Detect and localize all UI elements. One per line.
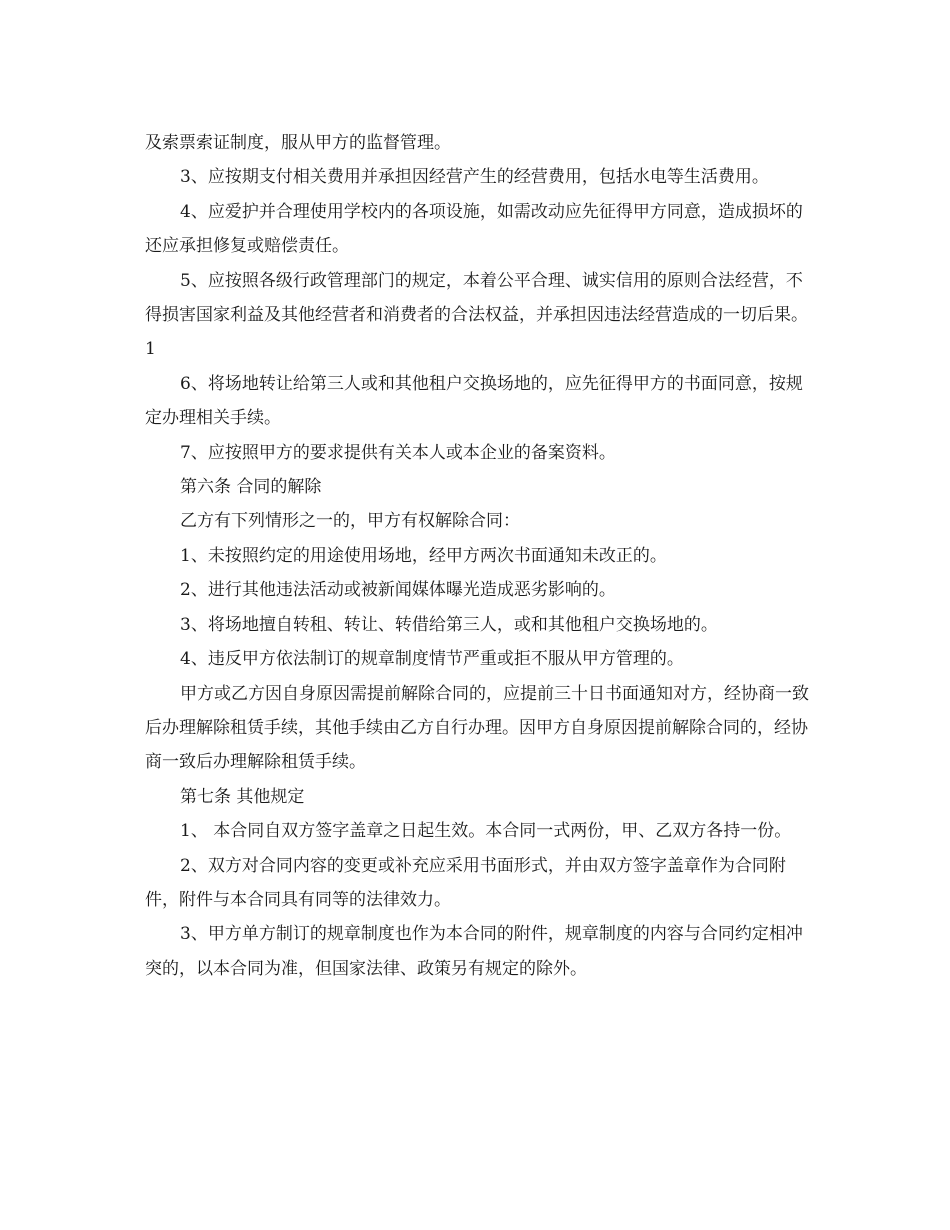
paragraph-p10: 3、将场地擅自转租、转让、转借给第三人，或和其他租户交换场地的。	[180, 614, 718, 635]
paragraph-p2: 4、应爱护并合理使用学校内的各项设施，如需改动应先征得甲方同意，造成损坏的还应承担修复或赔偿责任。	[145, 201, 803, 257]
paragraph-p5: 7、应按照甲方的要求提供有关本人或本企业的备案资料。	[180, 442, 616, 463]
paragraph-p7: 乙方有下列情形之一的，甲方有权解除合同：	[180, 511, 520, 532]
paragraph-p9: 2、进行其他违法活动或被新闻媒体曝光造成恶劣影响的。	[180, 580, 616, 601]
paragraph-p1: 3、应按期支付相关费用并承担因经营产生的经营费用，包括水电等生活费用。	[180, 167, 769, 188]
paragraph-p4: 6、将场地转让给第三人或和其他租户交换场地的，应先征得甲方的书面同意，按规定办理相关手续。	[145, 373, 803, 429]
paragraph-p3: 5、应按照各级行政管理部门的规定，本着公平合理、诚实信用的原则合法经营，不得损害国家利益及其他经营者和消费者的合法权益，并承担因违法经营造成的一切后果。 1	[145, 270, 808, 360]
paragraph-p15: 2、双方对合同内容的变更或补充应采用书面形式，并由双方签字盖章作为合同附件，附件与本合同具有同等的法律效力。	[145, 855, 786, 910]
paragraph-p8: 1、未按照约定的用途使用场地，经甲方两次书面通知未改正的。	[180, 545, 667, 566]
document-body	[145, 126, 810, 986]
paragraph-p16: 3、甲方单方制订的规章制度也作为本合同的附件，规章制度的内容与合同约定相冲突的，以本合同为准，但国家法律、政策另有规定的除外。	[145, 924, 803, 979]
paragraph-p14: 1、 本合同自双方签字盖章之日起生效。本合同一式两份，甲、乙双方各持一份。	[180, 821, 792, 842]
paragraph-p11: 4、违反甲方依法制订的规章制度情节严重或拒不服从甲方管理的。	[180, 649, 684, 670]
section-heading-7: 第七条 其他规定	[180, 786, 305, 807]
paragraph-p0: 及索票索证制度，服从甲方的监督管理。	[145, 133, 451, 153]
section-heading-6: 第六条 合同的解除	[180, 477, 322, 498]
paragraph-p12: 甲方或乙方因自身原因需提前解除合同的，应提前三十日书面通知对方，经协商一致后办理解除租赁手续，其他手续由乙方自行办理。因甲方自身原因提前解除合同的，经协商一致后办理解除租赁手续。	[145, 683, 809, 773]
